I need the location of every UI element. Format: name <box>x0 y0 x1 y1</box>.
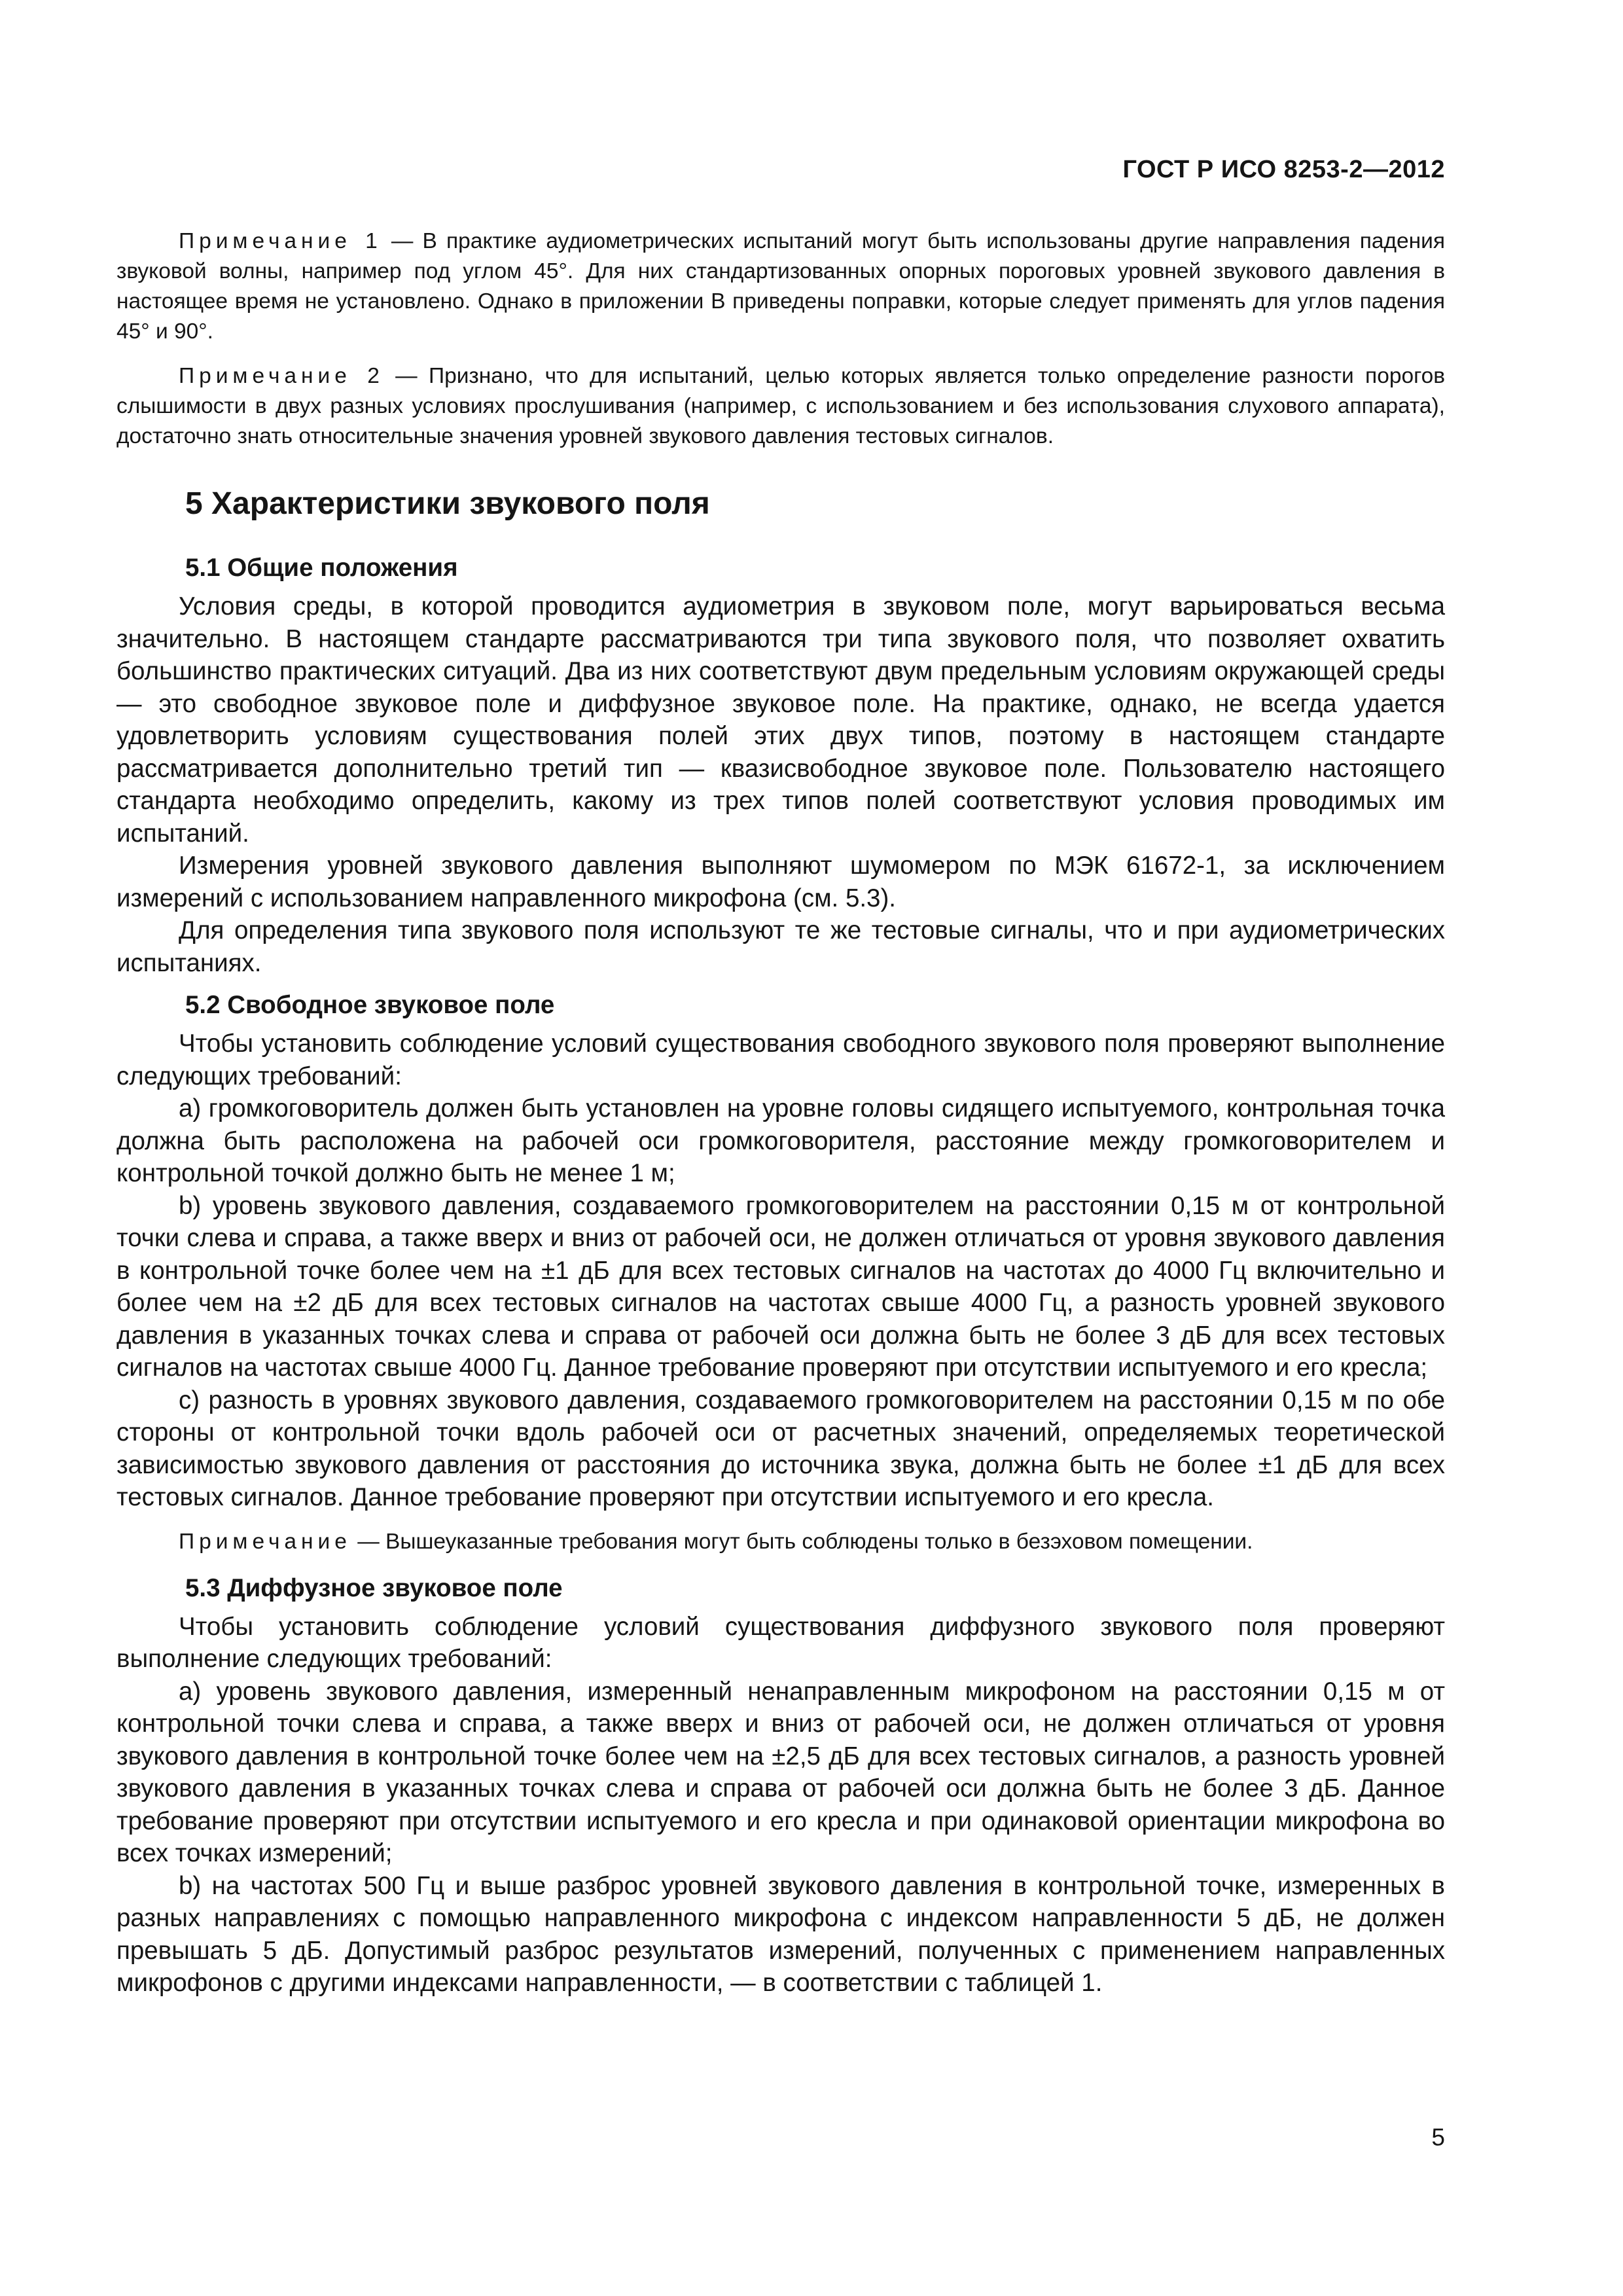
paragraph: Измерения уровней звукового давления выполняют шумомером по МЭК 61672-1, за исключением измерений с использованием направленного микрофона (см. 5.3). <box>116 852 1445 912</box>
note-1 <box>116 226 1445 347</box>
section-5-3-heading: 5.3 Диффузное звуковое поле <box>185 1573 563 1602</box>
list-item-a: a) уровень звукового давления, измеренный ненаправленным микрофоном на расстоянии 0,15 м от контрольной точки слева и справа, а также вверх и вниз от рабочей оси, не должен отличаться от уровня звукового давления в контрольной точке более чем на ±2,5 дБ для всех тестовых сигналов, а разность уровней звукового давления в указанных точках слева и справа от рабочей оси должна быть не более 3 дБ. Данное требование проверяют при отсутствии испытуемого и его кресла и при одинаковой ориентации микрофона во всех точках измерений; <box>116 1677 1445 1867</box>
note-5-2 <box>116 1527 1445 1557</box>
list-item-c: c) разность в уровнях звукового давления, создаваемого громкоговорителем на расстоянии 0,15 м по обе стороны от контрольной точки вдоль рабочей оси от расчетных значений, определяемых теоретической зависимостью звукового давления от расстояния до источника звука, должна быть не более ±1 дБ для всех тестовых сигналов. Данное требование проверяют при отсутствии испытуемого и его кресла. <box>116 1386 1445 1511</box>
document-code-header: ГОСТ Р ИСО 8253-2—2012 <box>1122 156 1445 183</box>
page-content <box>116 226 1445 2000</box>
list-item-a: a) громкоговоритель должен быть установлен на уровне головы сидящего испытуемого, контрольная точка должна быть расположена на рабочей оси громкоговорителя, расстояние между громкоговорителем и контрольной точкой должно быть не менее 1 м; <box>116 1094 1445 1187</box>
paragraph: Для определения типа звукового поля используют те же тестовые сигналы, что и при аудиометрических испытаниях. <box>116 916 1445 977</box>
note-label: Примечание 1 <box>179 229 382 253</box>
paragraph: Чтобы установить соблюдение условий существования свободного звукового поля проверяют выполнение следующих требований: <box>116 1030 1445 1090</box>
page-number: 5 <box>1431 2124 1445 2151</box>
note-label: Примечание 2 <box>179 364 384 388</box>
note-text: — Признано, что для испытаний, целью которых является только определение разности порогов слышимости в двух разных условиях прослушивания (например, с использованием и без использования слухового аппарата), достаточно знать относительные значения уровней звукового давления тестовых сигналов. <box>116 364 1445 448</box>
section-5-heading: 5 Характеристики звукового поля <box>185 486 710 521</box>
paragraph: Условия среды, в которой проводится аудиометрия в звуковом поле, могут варьироваться весьма значительно. В настоящем стандарте рассматриваются три типа звукового поля, что позволяет охватить большинство практических ситуаций. Два из них соответствуют двум предельным условиям окружающей среды — это свободное звуковое поле и диффузное звуковое поле. На практике, однако, не всегда удается удовлетворить условиям существования полей этих двух типов, поэтому в настоящем стандарте рассматривается дополнительно третий тип — квазисвободное звуковое поле. Пользователю настоящего стандарта необходимо определить, какому из трех типов полей соответствуют условия проводимых им испытаний. <box>116 592 1445 848</box>
paragraph: Чтобы установить соблюдение условий существования диффузного звукового поля проверяют выполнение следующих требований: <box>116 1612 1445 1673</box>
list-item-b: b) на частотах 500 Гц и выше разброс уровней звукового давления в контрольной точке, измеренных в разных направлениях с помощью направленного микрофона с индексом направленности 5 дБ, не должен превышать 5 дБ. Допустимый разброс результатов измерений, полученных с применением направленных микрофонов с другими индексами направленности, — в соответствии с таблицей 1. <box>116 1871 1445 1997</box>
section-5-1-heading: 5.1 Общие положения <box>185 554 458 582</box>
note-2 <box>116 361 1445 452</box>
note-text: — В практике аудиометрических испытаний могут быть использованы другие направления падения звуковой волны, например под углом 45°. Для них стандартизованных опорных пороговых уровней звукового давления в настоящее время не установлено. Однако в приложении В приведены поправки, которые следует применять для углов падения 45° и 90°. <box>116 229 1445 344</box>
note-text: — Вышеуказанные требования могут быть соблюдены только в безэховом помещении. <box>351 1529 1253 1554</box>
list-item-b: b) уровень звукового давления, создаваемого громкоговорителем на расстоянии 0,15 м от контрольной точки слева и справа, а также вверх и вниз от рабочей оси, не должен отличаться от уровня звукового давления в контрольной точке более чем на ±1 дБ для всех тестовых сигналов на частотах до 4000 Гц включительно и более чем на ±2 дБ для всех тестовых сигналов на частотах свыше 4000 Гц, а разность уровней звукового давления в указанных точках слева и справа от рабочей оси должна быть не более 3 дБ для всех тестовых сигналов на частотах свыше 4000 Гц. Данное требование проверяют при отсутствии испытуемого и его кресла; <box>116 1191 1445 1382</box>
section-5-2-heading: 5.2 Свободное звуковое поле <box>185 991 555 1019</box>
note-label: Примечание <box>179 1529 351 1554</box>
